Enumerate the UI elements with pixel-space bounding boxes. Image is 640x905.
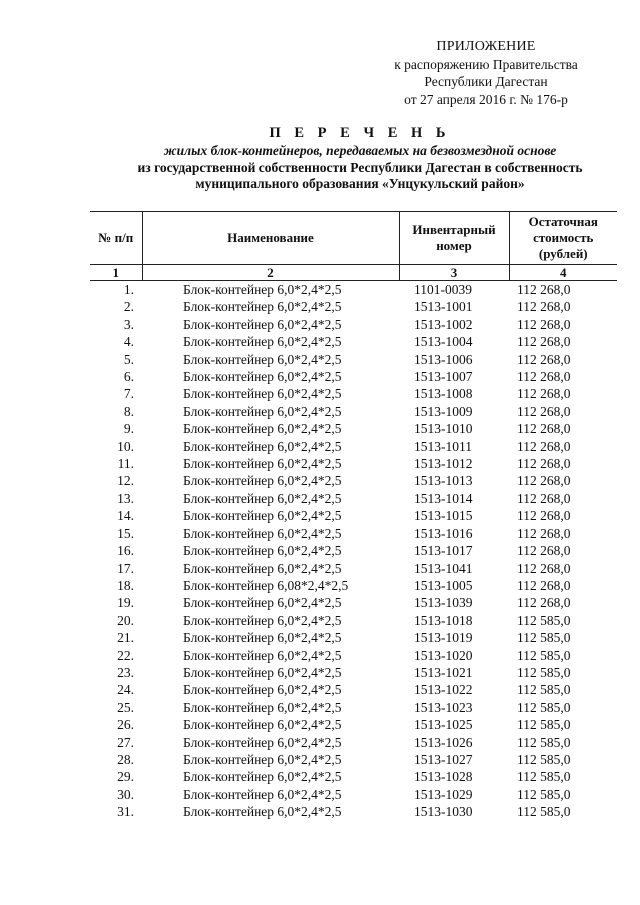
row-inventory-number: 1513-1009 (414, 403, 473, 419)
row-inventory-number: 1513-1030 (414, 804, 473, 820)
table-row (90, 612, 617, 629)
row-cost: 112 585,0 (517, 769, 571, 785)
row-name: Блок-контейнер 6,0*2,4*2,5 (183, 473, 342, 489)
row-cost: 112 268,0 (517, 369, 571, 385)
row-cost: 112 268,0 (517, 334, 571, 350)
row-number: 25. (117, 699, 134, 715)
row-name: Блок-контейнер 6,0*2,4*2,5 (183, 543, 342, 559)
row-cost: 112 268,0 (517, 560, 571, 576)
column-number: 2 (142, 265, 399, 281)
row-inventory-number: 1513-1022 (414, 682, 473, 698)
row-name: Блок-контейнер 6,0*2,4*2,5 (183, 386, 342, 402)
table-row (90, 786, 617, 803)
row-number: 26. (117, 717, 134, 733)
row-name: Блок-контейнер 6,0*2,4*2,5 (183, 508, 342, 524)
row-name: Блок-контейнер 6,0*2,4*2,5 (183, 751, 342, 767)
table-row (90, 699, 617, 716)
row-cost: 112 268,0 (517, 508, 571, 524)
document-subtitle (90, 143, 630, 193)
row-cost: 112 268,0 (517, 438, 571, 454)
row-cost: 112 268,0 (517, 577, 571, 593)
row-cost: 112 268,0 (517, 456, 571, 472)
table-row (90, 734, 617, 751)
column-number: 4 (509, 265, 617, 281)
row-inventory-number: 1513-1021 (414, 664, 473, 680)
table-row (90, 351, 617, 368)
table-row (90, 438, 617, 455)
row-name: Блок-контейнер 6,0*2,4*2,5 (183, 560, 342, 576)
table-row (90, 368, 617, 385)
row-number: 13. (117, 490, 134, 506)
row-number: 2. (123, 299, 134, 315)
table-row (90, 281, 617, 299)
row-inventory-number: 1513-1015 (414, 508, 473, 524)
row-number: 8. (123, 403, 134, 419)
row-cost: 112 585,0 (517, 612, 571, 628)
table-row (90, 716, 617, 733)
row-number: 1. (123, 282, 134, 297)
row-number: 17. (117, 560, 134, 576)
row-cost: 112 585,0 (517, 630, 571, 646)
table-row (90, 664, 617, 681)
row-name: Блок-контейнер 6,0*2,4*2,5 (183, 403, 342, 419)
row-inventory-number: 1513-1026 (414, 734, 473, 750)
row-name: Блок-контейнер 6,0*2,4*2,5 (183, 438, 342, 454)
row-number: 6. (123, 369, 134, 385)
row-cost: 112 585,0 (517, 699, 571, 715)
table-row (90, 298, 617, 315)
table-row (90, 455, 617, 472)
subtitle-line-2: из государственной собственности Республики Дагестан в собственность (137, 159, 583, 175)
row-inventory-number: 1101-0039 (414, 282, 472, 297)
document-title: П Е Р Е Ч Е Н Ь (269, 125, 451, 141)
row-name: Блок-контейнер 6,0*2,4*2,5 (183, 717, 342, 733)
row-number: 14. (117, 508, 134, 524)
table-row (90, 594, 617, 611)
row-cost: 112 268,0 (517, 316, 571, 332)
row-inventory-number: 1513-1014 (414, 490, 473, 506)
row-name: Блок-контейнер 6,0*2,4*2,5 (183, 664, 342, 680)
row-inventory-number: 1513-1023 (414, 699, 473, 715)
row-inventory-number: 1513-1004 (414, 334, 473, 350)
table-row (90, 403, 617, 420)
subtitle-line-1: жилых блок-контейнеров, передаваемых на безвозмездной основе (163, 143, 557, 158)
row-cost: 112 268,0 (517, 386, 571, 402)
row-cost: 112 585,0 (517, 664, 571, 680)
row-number: 20. (117, 612, 134, 628)
row-cost: 112 268,0 (517, 282, 571, 297)
row-number: 27. (117, 734, 134, 750)
row-number: 28. (117, 751, 134, 767)
row-cost: 112 268,0 (517, 543, 571, 559)
document-heading (90, 123, 630, 193)
row-name: Блок-контейнер 6,0*2,4*2,5 (183, 612, 342, 628)
table-row (90, 507, 617, 524)
row-name: Блок-контейнер 6,0*2,4*2,5 (183, 682, 342, 698)
row-inventory-number: 1513-1041 (414, 560, 473, 576)
row-cost: 112 268,0 (517, 595, 571, 611)
table-column-numbers-row (90, 265, 617, 281)
row-cost: 112 268,0 (517, 421, 571, 437)
row-inventory-number: 1513-1005 (414, 577, 473, 593)
containers-table (90, 211, 617, 821)
row-name: Блок-контейнер 6,0*2,4*2,5 (183, 421, 342, 437)
row-name: Блок-контейнер 6,0*2,4*2,5 (183, 456, 342, 472)
header-name: Наименование (142, 212, 399, 265)
row-cost: 112 585,0 (517, 647, 571, 663)
row-name: Блок-контейнер 6,0*2,4*2,5 (183, 369, 342, 385)
row-name: Блок-контейнер 6,0*2,4*2,5 (183, 595, 342, 611)
table-row (90, 577, 617, 594)
row-inventory-number: 1513-1006 (414, 351, 473, 367)
row-inventory-number: 1513-1001 (414, 299, 473, 315)
row-inventory-number: 1513-1002 (414, 316, 473, 332)
row-name: Блок-контейнер 6,08*2,4*2,5 (183, 577, 349, 593)
table-row (90, 490, 617, 507)
row-inventory-number: 1513-1028 (414, 769, 473, 785)
row-cost: 112 268,0 (517, 351, 571, 367)
row-number: 21. (117, 630, 134, 646)
subtitle-line-3: муниципального образования «Унцукульский район» (195, 176, 525, 191)
header-cost: Остаточная стоимость (рублей) (509, 212, 617, 265)
column-number: 3 (399, 265, 509, 281)
table-row (90, 560, 617, 577)
row-cost: 112 268,0 (517, 525, 571, 541)
row-inventory-number: 1513-1011 (414, 438, 472, 454)
row-name: Блок-контейнер 6,0*2,4*2,5 (183, 316, 342, 332)
table-body (90, 281, 617, 821)
table-row (90, 333, 617, 350)
row-number: 10. (117, 438, 134, 454)
table-row (90, 751, 617, 768)
table-row (90, 472, 617, 489)
row-inventory-number: 1513-1029 (414, 786, 473, 802)
appendix-title: ПРИЛОЖЕНИЕ (436, 39, 536, 54)
row-number: 4. (123, 334, 134, 350)
row-cost: 112 585,0 (517, 734, 571, 750)
row-name: Блок-контейнер 6,0*2,4*2,5 (183, 490, 342, 506)
row-cost: 112 585,0 (517, 786, 571, 802)
row-name: Блок-контейнер 6,0*2,4*2,5 (183, 699, 342, 715)
table-header-row (90, 212, 617, 265)
row-inventory-number: 1513-1010 (414, 421, 473, 437)
row-cost: 112 268,0 (517, 473, 571, 489)
row-inventory-number: 1513-1018 (414, 612, 473, 628)
row-inventory-number: 1513-1008 (414, 386, 473, 402)
row-number: 31. (117, 804, 134, 820)
row-number: 15. (117, 525, 134, 541)
row-name: Блок-контейнер 6,0*2,4*2,5 (183, 647, 342, 663)
appendix-line-2: Республики Дагестан (424, 74, 548, 89)
row-name: Блок-контейнер 6,0*2,4*2,5 (183, 804, 342, 820)
table-row (90, 647, 617, 664)
table-row (90, 629, 617, 646)
row-inventory-number: 1513-1020 (414, 647, 473, 663)
row-cost: 112 268,0 (517, 403, 571, 419)
row-number: 3. (123, 316, 134, 332)
row-number: 12. (117, 473, 134, 489)
table-row (90, 542, 617, 559)
row-inventory-number: 1513-1007 (414, 369, 473, 385)
row-name: Блок-контейнер 6,0*2,4*2,5 (183, 734, 342, 750)
row-cost: 112 585,0 (517, 804, 571, 820)
row-number: 23. (117, 664, 134, 680)
row-name: Блок-контейнер 6,0*2,4*2,5 (183, 769, 342, 785)
row-cost: 112 268,0 (517, 490, 571, 506)
row-number: 7. (123, 386, 134, 402)
row-number: 30. (117, 786, 134, 802)
row-number: 9. (123, 421, 134, 437)
table-row (90, 316, 617, 333)
row-name: Блок-контейнер 6,0*2,4*2,5 (183, 525, 342, 541)
row-number: 29. (117, 769, 134, 785)
row-number: 18. (117, 577, 134, 593)
row-inventory-number: 1513-1013 (414, 473, 473, 489)
table-row (90, 768, 617, 785)
column-number: 1 (90, 265, 142, 281)
row-number: 24. (117, 682, 134, 698)
row-number: 5. (123, 351, 134, 367)
table-row (90, 420, 617, 437)
table-row (90, 385, 617, 402)
row-cost: 112 585,0 (517, 751, 571, 767)
row-name: Блок-контейнер 6,0*2,4*2,5 (183, 786, 342, 802)
row-inventory-number: 1513-1025 (414, 717, 473, 733)
row-inventory-number: 1513-1039 (414, 595, 473, 611)
header-num: № п/п (90, 212, 142, 265)
row-cost: 112 585,0 (517, 682, 571, 698)
appendix-line-3: от 27 апреля 2016 г. № 176-р (404, 91, 568, 107)
row-name: Блок-контейнер 6,0*2,4*2,5 (183, 282, 342, 297)
table-row (90, 681, 617, 698)
header-inventory: Инвентарный номер (399, 212, 509, 265)
row-number: 16. (117, 543, 134, 559)
row-number: 19. (117, 595, 134, 611)
row-inventory-number: 1513-1016 (414, 525, 473, 541)
row-inventory-number: 1513-1019 (414, 630, 473, 646)
row-name: Блок-контейнер 6,0*2,4*2,5 (183, 351, 342, 367)
row-cost: 112 268,0 (517, 299, 571, 315)
row-number: 11. (117, 456, 134, 472)
row-inventory-number: 1513-1017 (414, 543, 473, 559)
appendix-block (366, 38, 606, 108)
row-name: Блок-контейнер 6,0*2,4*2,5 (183, 630, 342, 646)
row-name: Блок-контейнер 6,0*2,4*2,5 (183, 334, 342, 350)
row-inventory-number: 1513-1027 (414, 751, 473, 767)
row-name: Блок-контейнер 6,0*2,4*2,5 (183, 299, 342, 315)
row-cost: 112 585,0 (517, 717, 571, 733)
table-row (90, 803, 617, 820)
row-number: 22. (117, 647, 134, 663)
table-row (90, 525, 617, 542)
appendix-line-1: к распоряжению Правительства (394, 56, 578, 72)
row-inventory-number: 1513-1012 (414, 456, 473, 472)
